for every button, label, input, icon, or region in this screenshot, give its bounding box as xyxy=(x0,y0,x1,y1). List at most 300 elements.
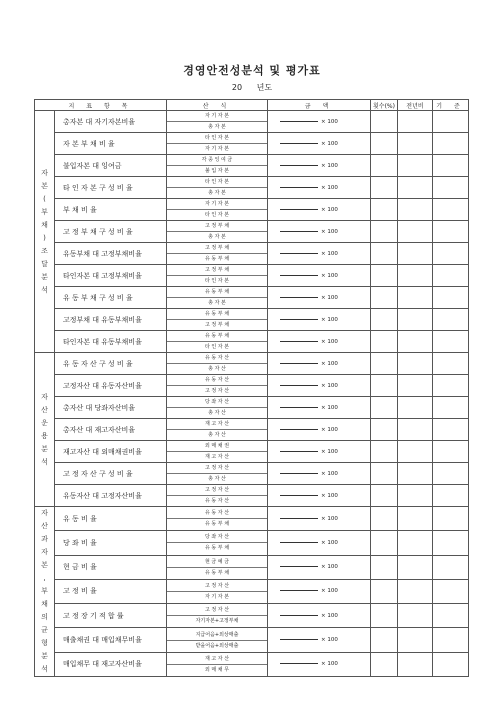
standard-cell[interactable] xyxy=(433,555,469,579)
amount-cell xyxy=(268,441,371,463)
standard-cell[interactable] xyxy=(433,133,469,155)
fraction-line xyxy=(280,297,318,298)
amount-cell xyxy=(268,375,371,397)
prev-year-cell[interactable] xyxy=(398,133,433,155)
fraction-line xyxy=(280,663,318,664)
table-row xyxy=(35,287,469,309)
table-row xyxy=(35,265,469,287)
fraction-line xyxy=(280,341,318,342)
amount-cell xyxy=(268,652,371,676)
times-cell[interactable] xyxy=(371,604,398,628)
header-amount: 금 액 xyxy=(268,100,371,111)
times-cell[interactable] xyxy=(371,221,398,243)
amount-cell xyxy=(268,353,371,375)
times-cell[interactable] xyxy=(371,287,398,309)
group-label-char: 분 xyxy=(41,652,48,660)
formula-denominator: 총 자 본 xyxy=(208,124,226,130)
times-cell[interactable] xyxy=(371,579,398,603)
table-row xyxy=(35,579,469,603)
formula-numerator: 유 동 부 채 xyxy=(167,287,267,298)
amount-cell xyxy=(268,555,371,579)
formula-numerator: 고 정 부 채 xyxy=(167,265,267,276)
formula-denominator: 총 자 산 xyxy=(208,432,226,438)
indicator-name: 현 금 비 율 xyxy=(55,555,167,579)
standard-cell[interactable] xyxy=(433,199,469,221)
formula-cell xyxy=(167,579,268,603)
group-label xyxy=(35,353,55,507)
group-label-char: 형 xyxy=(41,639,48,647)
times-cell[interactable] xyxy=(371,199,398,221)
fraction-line xyxy=(280,518,318,519)
times-cell[interactable] xyxy=(371,652,398,676)
times-cell[interactable] xyxy=(371,155,398,177)
prev-year-cell[interactable] xyxy=(398,441,433,463)
group-label xyxy=(35,507,55,677)
indicator-name: 유 동 부 채 구 성 비 율 xyxy=(55,287,167,309)
times-cell[interactable] xyxy=(371,111,398,133)
indicator-name: 유동부채 대 고정부채비율 xyxy=(55,243,167,265)
formula-denominator: 유 동 부 채 xyxy=(204,545,230,552)
group-label-char: ) xyxy=(43,233,46,242)
indicator-name: 불입자본 대 잉여금 xyxy=(55,155,167,177)
amount-cell xyxy=(268,133,371,155)
prev-year-cell[interactable] xyxy=(398,375,433,397)
formula-denominator: 총 자 산 xyxy=(208,476,226,482)
prev-year-cell[interactable] xyxy=(398,397,433,419)
standard-cell[interactable] xyxy=(433,155,469,177)
table-row xyxy=(35,507,469,531)
table-row xyxy=(35,331,469,353)
formula-cell xyxy=(167,628,268,652)
times-100-label: × 100 xyxy=(321,492,338,499)
group-label-char: ( xyxy=(43,194,46,203)
formula-denominator: 받을어음+외상매출 xyxy=(195,642,239,649)
fraction-line xyxy=(280,495,318,496)
times-100-label: × 100 xyxy=(321,564,338,571)
table-row xyxy=(35,243,469,265)
page-title: 경영안전성분석 및 평가표 xyxy=(183,64,321,77)
times-100-label: × 100 xyxy=(321,316,338,323)
formula-denominator: 타 인 자 본 xyxy=(204,212,230,218)
formula-numerator: 유 동 자 산 xyxy=(167,375,267,386)
times-100-label: × 100 xyxy=(321,184,338,191)
amount-cell xyxy=(268,111,371,133)
prev-year-cell[interactable] xyxy=(398,177,433,199)
fraction-line xyxy=(280,253,318,254)
standard-cell[interactable] xyxy=(433,309,469,331)
indicator-name: 고 정 비 율 xyxy=(55,579,167,603)
formula-cell xyxy=(167,397,268,419)
indicator-name: 유 동 자 산 구 성 비 율 xyxy=(55,353,167,375)
group-label-char: 자 xyxy=(41,548,48,556)
formula-cell xyxy=(167,353,268,375)
table-row xyxy=(35,199,469,221)
table-row xyxy=(35,177,469,199)
times-100-label: × 100 xyxy=(321,661,338,668)
formula-numerator: 유 동 부 채 xyxy=(167,331,267,342)
table-row xyxy=(35,397,469,419)
standard-cell[interactable] xyxy=(433,353,469,375)
fraction-line xyxy=(280,407,318,408)
formula-numerator: 고 정 부 채 xyxy=(167,243,267,254)
formula-denominator: 자 기 자 본 xyxy=(204,146,230,152)
formula-denominator: 총 자 산 xyxy=(208,366,226,372)
amount-cell xyxy=(268,265,371,287)
fraction-line xyxy=(280,385,318,386)
prev-year-cell[interactable] xyxy=(398,243,433,265)
formula-numerator: 고 정 자 산 xyxy=(167,485,267,496)
times-cell[interactable] xyxy=(371,628,398,652)
indicator-name: 타인자본 대 고정부채비율 xyxy=(55,265,167,287)
group-label-char: 균 xyxy=(41,626,48,634)
times-100-label: × 100 xyxy=(321,206,338,213)
amount-cell xyxy=(268,419,371,441)
group-label-char: 자 xyxy=(41,392,48,401)
indicator-name: 총자산 대 당좌자산비율 xyxy=(55,397,167,419)
fraction-line xyxy=(280,319,318,320)
times-100-label: × 100 xyxy=(321,360,338,367)
standard-cell[interactable] xyxy=(433,441,469,463)
table-row xyxy=(35,531,469,555)
formula-cell xyxy=(167,485,268,507)
standard-cell[interactable] xyxy=(433,221,469,243)
prev-year-cell[interactable] xyxy=(398,652,433,676)
times-cell[interactable] xyxy=(371,331,398,353)
times-cell[interactable] xyxy=(371,485,398,507)
prev-year-cell[interactable] xyxy=(398,628,433,652)
times-cell[interactable] xyxy=(371,507,398,531)
standard-cell[interactable] xyxy=(433,375,469,397)
formula-denominator: 유 동 부 채 xyxy=(204,521,230,528)
prev-year-cell[interactable] xyxy=(398,531,433,555)
times-cell[interactable] xyxy=(371,531,398,555)
formula-cell xyxy=(167,531,268,555)
indicator-name: 자 본 부 채 비 율 xyxy=(55,133,167,155)
formula-denominator: 재 고 자 산 xyxy=(204,454,230,460)
fraction-line xyxy=(280,165,318,166)
indicator-name: 당 좌 비 율 xyxy=(55,531,167,555)
formula-cell xyxy=(167,287,268,309)
header-standard: 기 준 xyxy=(433,100,469,111)
analysis-table xyxy=(34,99,469,677)
group-label-char: 부 xyxy=(41,587,48,595)
times-100-label: × 100 xyxy=(321,404,338,411)
formula-denominator: 자 기 자 본 xyxy=(204,593,230,600)
indicator-name: 매출채권 대 매입채무비율 xyxy=(55,628,167,652)
prev-year-cell[interactable] xyxy=(398,604,433,628)
times-cell[interactable] xyxy=(371,309,398,331)
amount-cell xyxy=(268,331,371,353)
times-cell[interactable] xyxy=(371,177,398,199)
formula-cell xyxy=(167,375,268,397)
formula-denominator: 고 정 자 산 xyxy=(204,388,230,394)
group-label-char: 본 xyxy=(41,561,48,569)
table-body xyxy=(35,111,469,677)
formula-denominator: 총 자 본 xyxy=(208,234,226,240)
amount-cell xyxy=(268,507,371,531)
formula-denominator: 총 자 산 xyxy=(208,410,226,416)
prev-year-cell[interactable] xyxy=(398,287,433,309)
group-label-char: 과 xyxy=(41,535,48,543)
times-cell[interactable] xyxy=(371,555,398,579)
prev-year-cell[interactable] xyxy=(398,111,433,133)
times-cell[interactable] xyxy=(371,353,398,375)
group-label-char: 분 xyxy=(41,444,48,453)
times-100-label: × 100 xyxy=(321,470,338,477)
indicator-name: 총자산 대 재고자산비율 xyxy=(55,419,167,441)
formula-numerator: 고 정 부 채 xyxy=(167,221,267,232)
formula-numerator: 타 인 자 본 xyxy=(167,133,267,144)
fraction-line xyxy=(280,363,318,364)
group-label-char: 운 xyxy=(41,418,48,427)
standard-cell[interactable] xyxy=(433,463,469,485)
group-label-char: 용 xyxy=(41,431,48,440)
formula-cell xyxy=(167,419,268,441)
table-row xyxy=(35,652,469,676)
formula-cell xyxy=(167,243,268,265)
times-100-label: × 100 xyxy=(321,515,338,522)
fraction-line xyxy=(280,451,318,452)
indicator-name: 고 정 자 산 구 성 비 율 xyxy=(55,463,167,485)
indicator-name: 유 동 비 율 xyxy=(55,507,167,531)
times-100-label: × 100 xyxy=(321,426,338,433)
fraction-line xyxy=(280,429,318,430)
fraction-line xyxy=(280,615,318,616)
formula-cell xyxy=(167,309,268,331)
fraction-line xyxy=(280,566,318,567)
amount-cell xyxy=(268,531,371,555)
prev-year-cell[interactable] xyxy=(398,331,433,353)
standard-cell[interactable] xyxy=(433,177,469,199)
prev-year-cell[interactable] xyxy=(398,463,433,485)
times-100-label: × 100 xyxy=(321,382,338,389)
standard-cell[interactable] xyxy=(433,604,469,628)
times-100-label: × 100 xyxy=(321,637,338,644)
table-row xyxy=(35,111,469,133)
standard-cell[interactable] xyxy=(433,243,469,265)
standard-cell[interactable] xyxy=(433,579,469,603)
group-label-char: 산 xyxy=(41,522,48,530)
amount-cell xyxy=(268,155,371,177)
table-row xyxy=(35,485,469,507)
times-cell[interactable] xyxy=(371,397,398,419)
formula-numerator: 재 고 자 산 xyxy=(167,419,267,430)
header-times: 횟수(%) xyxy=(371,100,398,111)
fraction-line xyxy=(280,275,318,276)
formula-denominator: 고 정 부 채 xyxy=(204,322,230,328)
indicator-name: 고정자산 대 유동자산비율 xyxy=(55,375,167,397)
formula-numerator: 고 정 자 산 xyxy=(167,581,267,592)
amount-cell xyxy=(268,485,371,507)
formula-cell xyxy=(167,199,268,221)
formula-denominator: 타 인 자 본 xyxy=(204,344,230,350)
group-label-char: 의 xyxy=(41,613,48,621)
formula-denominator: 타 인 자 본 xyxy=(204,278,230,284)
table-row xyxy=(35,555,469,579)
times-cell[interactable] xyxy=(371,133,398,155)
standard-cell[interactable] xyxy=(433,531,469,555)
table-row xyxy=(35,309,469,331)
prev-year-cell[interactable] xyxy=(398,579,433,603)
table-row xyxy=(35,463,469,485)
standard-cell[interactable] xyxy=(433,652,469,676)
header-row xyxy=(35,100,469,111)
standard-cell[interactable] xyxy=(433,485,469,507)
formula-cell xyxy=(167,507,268,531)
prev-year-cell[interactable] xyxy=(398,265,433,287)
table-row xyxy=(35,604,469,628)
prev-year-cell[interactable] xyxy=(398,507,433,531)
times-100-label: × 100 xyxy=(321,612,338,619)
amount-cell xyxy=(268,243,371,265)
indicator-name: 매입채무 대 재고자산비율 xyxy=(55,652,167,676)
standard-cell[interactable] xyxy=(433,628,469,652)
standard-cell[interactable] xyxy=(433,419,469,441)
amount-cell xyxy=(268,309,371,331)
times-cell[interactable] xyxy=(371,441,398,463)
fraction-line xyxy=(280,231,318,232)
formula-numerator: 유 동 자 산 xyxy=(167,353,267,364)
formula-cell xyxy=(167,652,268,676)
formula-cell xyxy=(167,111,268,133)
formula-cell xyxy=(167,265,268,287)
standard-cell[interactable] xyxy=(433,507,469,531)
fraction-line xyxy=(280,639,318,640)
formula-numerator: 자 기 자 본 xyxy=(167,111,267,122)
amount-cell xyxy=(268,463,371,485)
formula-numerator: 자 기 자 본 xyxy=(167,199,267,210)
standard-cell[interactable] xyxy=(433,397,469,419)
group-label-char: 자 xyxy=(41,509,48,517)
fraction-line xyxy=(280,121,318,122)
formula-numerator: 당 좌 자 산 xyxy=(167,397,267,408)
times-cell[interactable] xyxy=(371,419,398,441)
table-row xyxy=(35,375,469,397)
indicator-name: 고 정 부 채 구 성 비 율 xyxy=(55,221,167,243)
times-cell[interactable] xyxy=(371,375,398,397)
times-100-label: × 100 xyxy=(321,272,338,279)
amount-cell xyxy=(268,199,371,221)
formula-numerator: 당 좌 자 산 xyxy=(167,532,267,543)
formula-cell xyxy=(167,604,268,628)
fraction-line xyxy=(280,143,318,144)
amount-cell xyxy=(268,604,371,628)
table-row xyxy=(35,133,469,155)
times-100-label: × 100 xyxy=(321,228,338,235)
prev-year-cell[interactable] xyxy=(398,485,433,507)
prev-year-cell[interactable] xyxy=(398,199,433,221)
indicator-name: 부 채 비 율 xyxy=(55,199,167,221)
table-row xyxy=(35,353,469,375)
standard-cell[interactable] xyxy=(433,331,469,353)
group-label-char: 분 xyxy=(41,272,48,281)
times-cell[interactable] xyxy=(371,463,398,485)
formula-numerator: 지급어음+외상매출 xyxy=(167,630,267,641)
fraction-line xyxy=(280,542,318,543)
formula-numerator: 외 매 채 권 xyxy=(167,441,267,452)
formula-denominator: 유 동 부 채 xyxy=(204,256,230,262)
times-100-label: × 100 xyxy=(321,162,338,169)
indicator-name: 타인자본 대 유동부채비율 xyxy=(55,331,167,353)
amount-cell xyxy=(268,628,371,652)
fraction-line xyxy=(280,590,318,591)
formula-cell xyxy=(167,555,268,579)
times-100-label: × 100 xyxy=(321,338,338,345)
formula-denominator: 불 입 자 본 xyxy=(204,168,230,174)
amount-cell xyxy=(268,287,371,309)
header-formula: 산 식 xyxy=(167,100,268,111)
formula-denominator: 유 동 부 채 xyxy=(204,569,230,576)
times-100-label: × 100 xyxy=(321,448,338,455)
indicator-name: 총자본 대 자기자본비율 xyxy=(55,111,167,133)
formula-cell xyxy=(167,133,268,155)
prev-year-cell[interactable] xyxy=(398,353,433,375)
formula-numerator: 유 동 자 산 xyxy=(167,508,267,519)
group-label-char: 산 xyxy=(41,405,48,414)
formula-denominator: 자기자본+고정부채 xyxy=(195,618,239,625)
prev-year-cell[interactable] xyxy=(398,155,433,177)
group-label-char: , xyxy=(43,574,46,582)
group-label-char: 달 xyxy=(41,259,48,268)
formula-numerator: 재 고 자 산 xyxy=(167,654,267,665)
formula-numerator: 타 인 자 본 xyxy=(167,177,267,188)
group-label xyxy=(35,111,55,353)
group-label-char: 석 xyxy=(41,285,48,294)
formula-numerator: 각 종 잉 여 금 xyxy=(167,155,267,166)
times-100-label: × 100 xyxy=(321,588,338,595)
formula-cell xyxy=(167,331,268,353)
indicator-name: 재고자산 대 외매채권비율 xyxy=(55,441,167,463)
prev-year-cell[interactable] xyxy=(398,309,433,331)
times-cell[interactable] xyxy=(371,243,398,265)
header-indicator: 지 표 항 목 xyxy=(35,100,167,111)
formula-numerator: 유 동 부 채 xyxy=(167,309,267,320)
prev-year-cell[interactable] xyxy=(398,555,433,579)
times-100-label: × 100 xyxy=(321,140,338,147)
amount-cell xyxy=(268,397,371,419)
table-row xyxy=(35,441,469,463)
amount-cell xyxy=(268,579,371,603)
amount-cell xyxy=(268,221,371,243)
formula-numerator: 고 정 자 산 xyxy=(167,605,267,616)
formula-cell xyxy=(167,221,268,243)
formula-denominator: 총 자 본 xyxy=(208,190,226,196)
prev-year-cell[interactable] xyxy=(398,419,433,441)
indicator-name: 고 정 장 기 적 합 률 xyxy=(55,604,167,628)
formula-cell xyxy=(167,177,268,199)
formula-cell xyxy=(167,441,268,463)
times-cell[interactable] xyxy=(371,265,398,287)
standard-cell[interactable] xyxy=(433,287,469,309)
standard-cell[interactable] xyxy=(433,265,469,287)
formula-numerator: 고 정 자 산 xyxy=(167,463,267,474)
prev-year-cell[interactable] xyxy=(398,221,433,243)
fraction-line xyxy=(280,187,318,188)
table-row xyxy=(35,155,469,177)
formula-denominator: 유 동 자 산 xyxy=(204,498,230,504)
header-prev-year: 전년비 xyxy=(398,100,433,111)
indicator-name: 고정부채 대 유동부채비율 xyxy=(55,309,167,331)
times-100-label: × 100 xyxy=(321,539,338,546)
standard-cell[interactable] xyxy=(433,111,469,133)
formula-cell xyxy=(167,463,268,485)
formula-cell xyxy=(167,155,268,177)
group-label-char: 부 xyxy=(41,207,48,216)
times-100-label: × 100 xyxy=(321,250,338,257)
formula-denominator: 외 매 채 무 xyxy=(204,666,230,673)
amount-cell xyxy=(268,177,371,199)
table-row xyxy=(35,419,469,441)
